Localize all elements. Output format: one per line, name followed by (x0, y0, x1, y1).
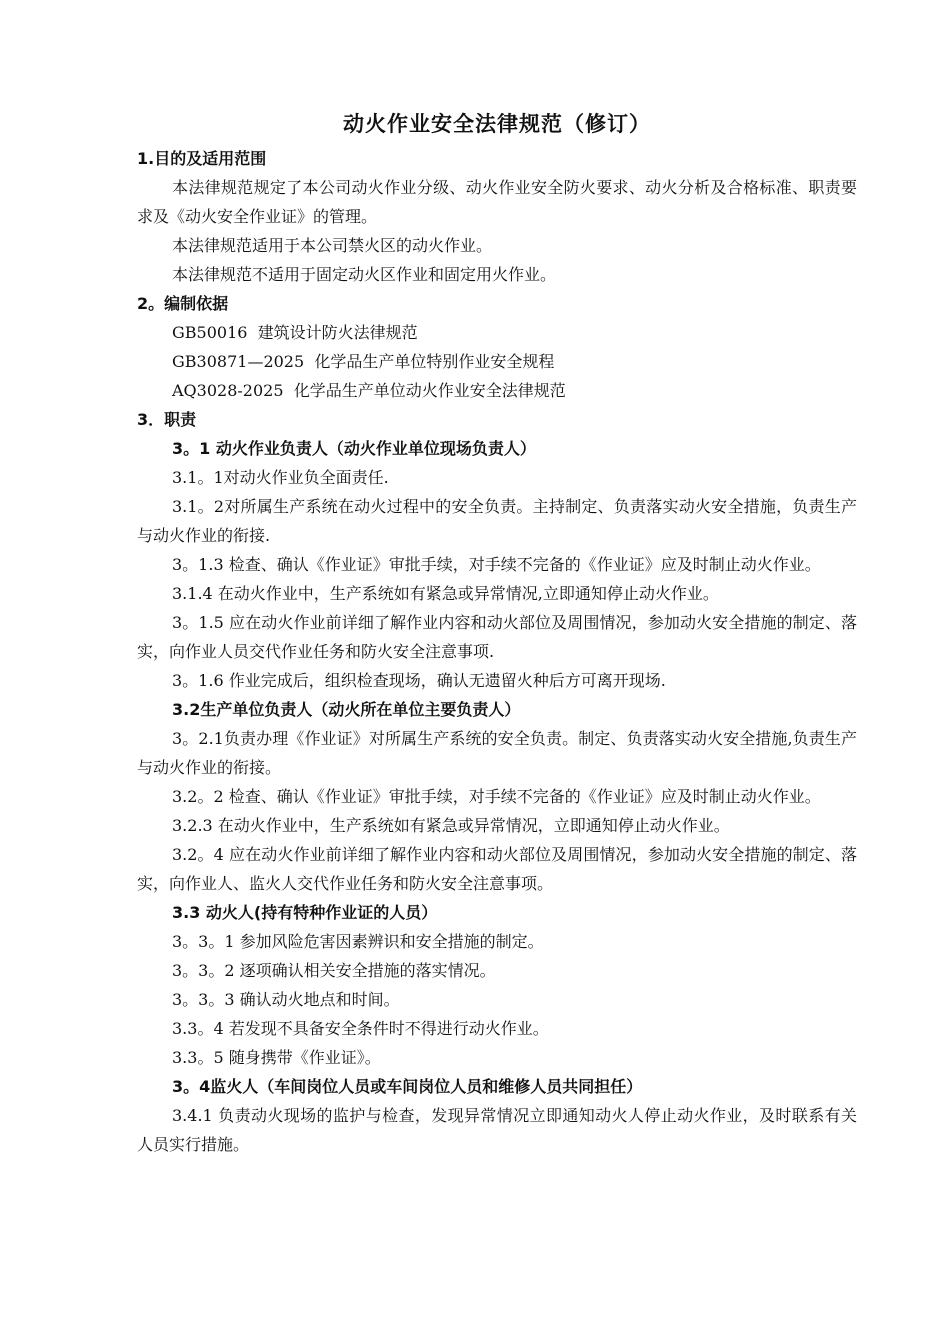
reference-item: GB50016 建筑设计防火法律规范 (172, 323, 418, 342)
section-3-heading: 3．职责 (137, 410, 197, 429)
duty-item: 3。2.1负责办理《作业证》对所属生产系统的安全负责。制定、负责落实动火安全措施,负责生产与动火作业的衔接。 (137, 729, 857, 777)
duty-item: 3.4.1 负责动火现场的监护与检查，发现异常情况立即通知动火人停止动火作业，及时联系有关人员实行措施。 (137, 1106, 857, 1154)
section-1-heading: 1.目的及适用范围 (137, 149, 267, 168)
duty-item: 3.2。2 检查、确认《作业证》审批手续，对手续不完备的《作业证》应及时制止动火作业。 (172, 787, 821, 806)
document-page (137, 104, 857, 1159)
duty-item: 3。1.5 应在动火作业前详细了解作业内容和动火部位及周围情况，参加动火安全措施的制定、落实，向作业人员交代作业任务和防火安全注意事项. (137, 613, 857, 661)
duty-item: 3.3。4 若发现不具备安全条件时不得进行动火作业。 (172, 1019, 549, 1038)
duty-item: 3.2.3 在动火作业中，生产系统如有紧急或异常情况，立即通知停止动火作业。 (172, 816, 730, 835)
section-2-heading: 2。编制依据 (137, 294, 229, 313)
section-1-paragraph: 本法律规范不适用于固定动火区作业和固定用火作业。 (172, 265, 557, 284)
duty-item: 3。1.6 作业完成后，组织检查现场，确认无遗留火种后方可离开现场. (172, 671, 666, 690)
reference-item: AQ3028-2025 化学品生产单位动火作业安全法律规范 (172, 381, 566, 400)
duty-item: 3。3。1 参加风险危害因素辨识和安全措施的制定。 (172, 932, 544, 951)
duty-item: 3.1.4 在动火作业中，生产系统如有紧急或异常情况,立即通知停止动火作业。 (172, 584, 719, 603)
subsection-3-1-heading: 3。1 动火作业负责人（动火作业单位现场负责人） (172, 439, 536, 458)
section-1-paragraph: 本法律规范适用于本公司禁火区的动火作业。 (172, 236, 493, 255)
duty-item: 3。3。3 确认动火地点和时间。 (172, 990, 400, 1009)
document-title: 动火作业安全法律规范（修订） (343, 112, 651, 136)
reference-item: GB30871—2025 化学品生产单位特别作业安全规程 (172, 352, 555, 371)
section-1-paragraph: 本法律规范规定了本公司动火作业分级、动火作业安全防火要求、动火分析及合格标准、职责要求及《动火安全作业证》的管理。 (137, 178, 857, 226)
duty-item: 3。1.3 检查、确认《作业证》审批手续，对手续不完备的《作业证》应及时制止动火作业。 (172, 555, 821, 574)
subsection-3-3-heading: 3.3 动火人(持有特种作业证的人员） (172, 903, 438, 922)
duty-item: 3.1。1对动火作业负全面责任. (172, 468, 389, 487)
duty-item: 3.2。4 应在动火作业前详细了解作业内容和动火部位及周围情况，参加动火安全措施的制定、落实，向作业人、监火人交代作业任务和防火安全注意事项。 (137, 845, 857, 893)
subsection-3-4-heading: 3。4监火人（车间岗位人员或车间岗位人员和维修人员共同担任） (172, 1077, 643, 1096)
duty-item: 3.1。2对所属生产系统在动火过程中的安全负责。主持制定、负责落实动火安全措施，负责生产与动火作业的衔接. (137, 497, 857, 545)
subsection-3-2-heading: 3.2生产单位负责人（动火所在单位主要负责人） (172, 700, 521, 719)
duty-item: 3。3。2 逐项确认相关安全措施的落实情况。 (172, 961, 496, 980)
duty-item: 3.3。5 随身携带《作业证》。 (172, 1048, 381, 1067)
